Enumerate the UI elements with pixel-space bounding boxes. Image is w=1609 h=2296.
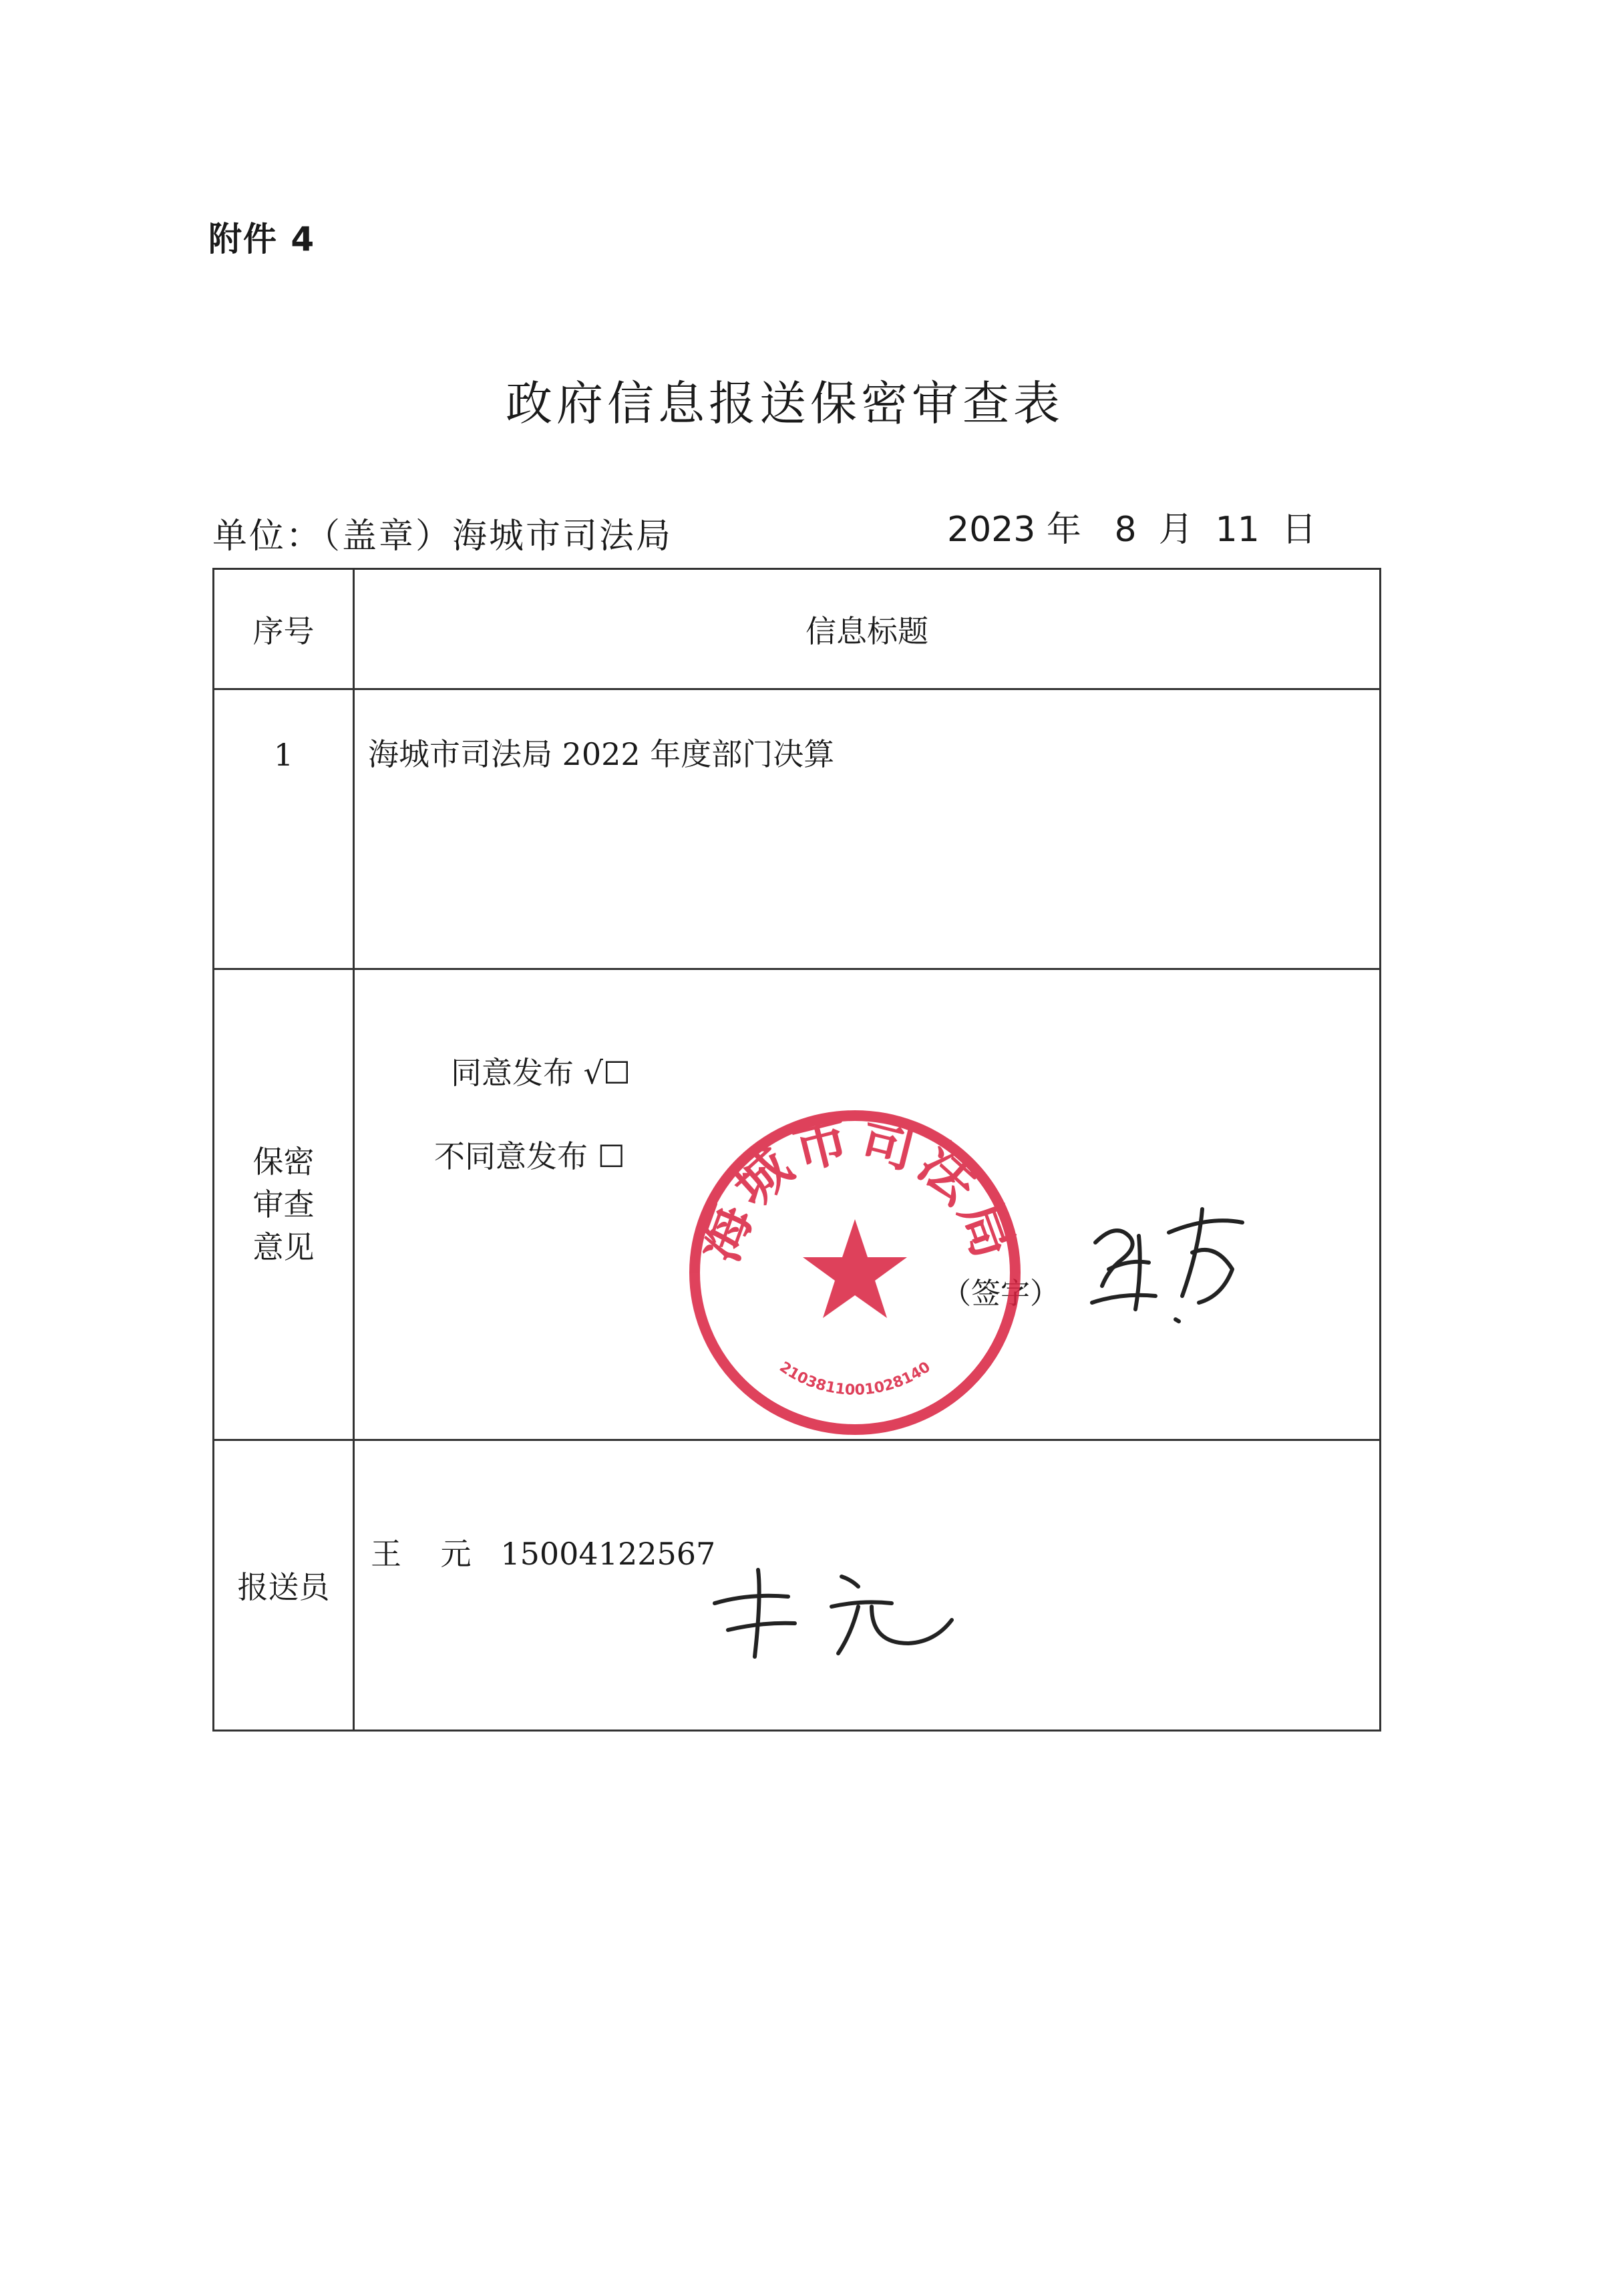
- reporter-label: 报送员: [214, 1440, 354, 1731]
- item-title: 海城市司法局 2022 年度部门决算: [354, 689, 1381, 969]
- unit-line: 单位：（盖章）海城市司法局: [212, 516, 673, 556]
- table-header-row: [214, 569, 1381, 689]
- official-seal-stamp: [681, 1102, 1029, 1443]
- seal-code: 2103811001028140: [776, 1359, 934, 1399]
- sign-label: （签字）: [942, 1277, 1059, 1311]
- table-row: [214, 689, 1381, 969]
- reporter-signature: [708, 1556, 962, 1663]
- header-seq: 序号: [214, 569, 354, 689]
- opinion-label-line: 意见: [252, 1229, 315, 1265]
- item-seq: 1: [214, 689, 354, 969]
- seal-star-icon: [803, 1219, 907, 1318]
- agree-option: 同意发布 √☐: [451, 1055, 631, 1091]
- reporter-info: 王 元 15004122567: [371, 1536, 716, 1572]
- header-title: 信息标题: [354, 569, 1381, 689]
- seal-text: 海城市司法局: [685, 1106, 1028, 1270]
- opinion-label-line: 保密: [252, 1144, 315, 1180]
- reviewer-signature: [1075, 1196, 1269, 1329]
- disagree-option: 不同意发布 ☐: [434, 1138, 625, 1174]
- opinion-label-cell: [214, 969, 354, 1440]
- date-line: 2023 年 8 月 11 日: [947, 510, 1316, 550]
- opinion-label-line: 审查: [252, 1186, 315, 1222]
- svg-text:2103811001028140: [776, 1359, 933, 1399]
- form-title: 政府信息报送保密审查表: [506, 376, 1064, 431]
- attachment-label: 附件 4: [208, 220, 316, 259]
